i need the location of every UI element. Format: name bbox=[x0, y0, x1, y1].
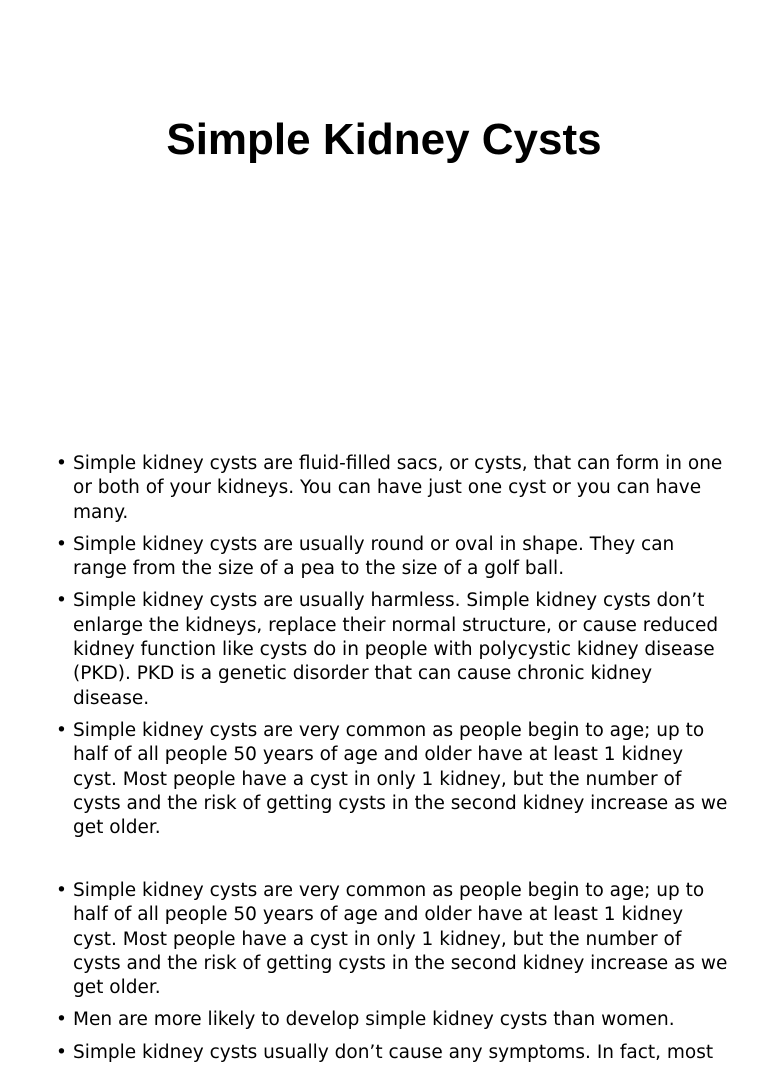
list-item bbox=[56, 719, 732, 840]
list-item-text: Men are more likely to develop simple kidney cysts than women. bbox=[73, 1009, 675, 1031]
bullet-icon: • bbox=[56, 590, 67, 612]
list-item-text: Simple kidney cysts are usually round or oval in shape. They can range from the size of a pea to the size of a golf ball. bbox=[73, 533, 675, 580]
list-item-text: Simple kidney cysts are very common as people begin to age; up to half of all people 50 years of age and older have at least 1 kidney cyst. Most people have a cyst in only 1 kidney, but the number of cysts and the risk of getting cysts in the second kidney increase as we get older. bbox=[73, 719, 728, 839]
bullet-list-2 bbox=[56, 879, 732, 1073]
list-item-text: Simple kidney cysts are fluid-filled sacs, or cysts, that can form in one or both of your kidneys. You can have just one cyst or you can have many. bbox=[73, 453, 723, 523]
list-item-text: Simple kidney cysts usually don’t cause any symptoms. In fact, most bbox=[73, 1041, 714, 1063]
bullet-icon: • bbox=[56, 1009, 67, 1031]
bullet-icon: • bbox=[56, 880, 67, 901]
bullet-icon: • bbox=[56, 1041, 67, 1063]
list-item-text: Simple kidney cysts are very common as people begin to age; up to half of all people 50 years of age and older have at least 1 kidney cyst. Most people have a cyst in only 1 kidney, but the number of cysts and the risk of getting cysts in the second kidney increase as we get older. bbox=[73, 880, 728, 999]
bullet-icon: • bbox=[56, 719, 67, 741]
bullet-list-1 bbox=[56, 452, 732, 848]
page-title: Simple Kidney Cysts bbox=[166, 115, 602, 164]
list-item bbox=[56, 589, 732, 710]
bullet-icon: • bbox=[56, 453, 67, 474]
list-item bbox=[56, 1041, 732, 1065]
list-item bbox=[56, 452, 732, 525]
bullet-icon: • bbox=[56, 533, 67, 555]
list-item-text: Simple kidney cysts are usually harmless. Simple kidney cysts don’t enlarge the kidneys, replace their normal structure, or cause reduced kidney function like cysts do in people with polycystic kidney disease (PKD). PKD is a genetic disorder that can cause chronic kidney disease. bbox=[73, 590, 719, 709]
list-item bbox=[56, 1008, 732, 1032]
list-item bbox=[56, 879, 732, 1000]
list-item bbox=[56, 533, 732, 582]
